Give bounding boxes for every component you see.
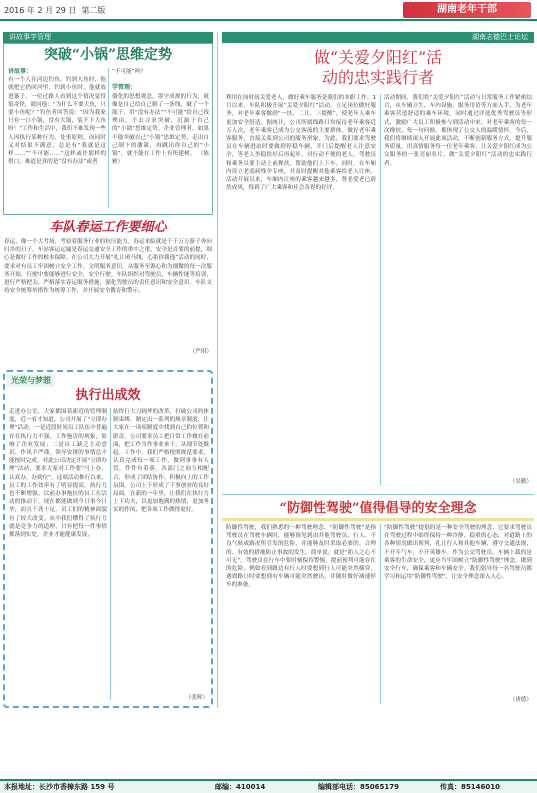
main-article-col-left: 利用在岗时间关爱老人，做好乘车服务是我们的本职工作。1月以来，车队积极开展“关爱夕阳红”活动，立足岗位做好服务，对老年乘客做到“一扶、二让、三提醒”，使老年人乘车更加安全舒适。据统计，公司所属线路日均接待老年乘客近万人次，老年乘客已成为公交客流的主要群体。做好老年乘客服务，直接关系到公司的服务形象。为此，我们要求驾驶员在车辆进站时要做到停稳车辆，开门后提醒老人注意安全，等老人坐稳扶好后再起步。对行动不便的老人，驾驶员和乘务员要主动上前搀扶，帮助他们上下车。同时，在车厢内设立老弱病残孕专座，并及时提醒其他乘客给老人让座。活动开展以来，车厢内让座的乘客越来越多，尊老爱老已蔚然成风，得到了广大乘客和社会各界的好评。 [226,95,376,192]
column-divider [108,68,109,208]
story-source: （陈雅） [112,151,209,166]
feature-divider [110,408,111,700]
story-text-3: 僵化的思想观念，墨守成规的行为，就像是自己给自己制了一条线，破了一个瓶子，用“没有办法”“不可能”给自己找理由，不去寻求突破，沉湎于自己的“小锅”思维定势。企业管理者，如果不能突破自己“小锅”思维定势，走出自己制下的藩篱，再跳出你自己的“小锅”，就不能在工作上有所建树。 [112,93,209,158]
safety-col-left: 防御性驾驶，我们熟悉的一种驾驶理念。“防御性驾驶”是指驾驶员在驾驶车辆时，能够预见到由其他驾驶员、行人、不良气候或路况所引发的危险，并能够及时采取必要的、合理的、有效的措施防止事故的发生。简单说，就是“防人之心不可无”。驾驶员在行车中要时刻保持警惕，提前预判可能存在的危险，例如看到路边有行人时要想到行人可能突然横穿，遇到路口时要想到有车辆可能突然驶出，并随时做好减速停车的准备。 [226,525,376,589]
footer-address: 本报地址：长沙市香樟东路 159 号 [4,783,115,791]
section-divider [222,494,534,495]
page-center-rule [217,32,218,708]
safety-article-title: “防御性驾驶”值得倡导的安全理念 [222,500,534,521]
footer-postcode: 邮编：410014 [215,783,266,791]
feature-title: 执行出成效 [75,388,141,403]
car-article-source: （严琪） [189,349,212,355]
story-col-right [112,68,209,210]
safety-col-right: “防御性驾驶”提倡的是一种安全驾驶的理念，它要求驾驶员在驾驶过程中始终保持一种冷静、稳重的心态，对道路上的各种情况做出预判，礼让行人和其他车辆，遵守交通法规，不开斗气车，不开英雄车。作为公交驾驶员，车辆上载的是乘客的生命安全，更应当牢固树立“防御性驾驶”理念，做到安全行车，确保乘客和车辆安全。我们倡导每一名驾驶员都学习和运用“防御性驾驶”，让安全理念深入人心。 [384,525,532,581]
story-text-1: 有一个人在河边钓鱼，钓到大鱼时，他就把它扔回河里，钓到小鱼时，他就放进篓子。一位过路人看到这个情况觉得很奇怪，就问他：“为什么不要大鱼，只要小鱼呢？”钓鱼者回答说：“因为我家只有一口小锅，没有大锅，装不下大鱼呀！”工作和生活中，我们不难发现一些人因执行某种行为、处事原则，而同时又对结果不满意。总是有“我就是这样……”“不可能……”这样或许那样的借口，难道是真的是“没有办法”或者 [8,77,106,166]
safety-divider [380,524,381,704]
main-article-title-1: 做“关爱夕阳红”活 [313,48,443,67]
masthead-logo: 湖南老年干部 [403,2,531,18]
footer-fax: 传真：85146010 [440,783,500,791]
story-title: 突破“小锅”思维定势 [43,47,173,63]
feature-col-right: 始终行大刀阔斧的改革，打破公司的体制束缚，制定出一系列的规章制度，让大家在一项项制度中找到自己的位置和职责。公司要求员工把日常工作做在前面，把工作当作事业来干，从细节处做起。工作中，我们严格按照规范要求，认真完成每一项工作，做到事事有人管，件件有着落，各部门之间互相配合，形成了团结协作、积极向上的工作氛围。公司上下形成了干事创业的良好局面。在新的一年里，让我们在执行力上下功夫，以更加饱满的热情、更加务实的作风，把各项工作做得更好。 [113,409,209,514]
car-article-title: 车队春运工作要细心 [49,220,167,235]
feature-col-left: 走进办公室，大家都围着新近的管理制度，近一看才知道，公司开展了“立即办理”活动。一是近段时间员工队伍中普遍存在执行力不强、工作拖沓的现象，影响了企业发展；二是员工缺乏主动意识、作风不严谨，领导安排的事情总不能按时完成。对此公司决定开展“立即办理”活动，要求大家对工作要“马上办、认真办、办到位”。这项活动推行以来，员工的工作效率有了明显提高，执行力也不断增强。以前办事拖拉的员工在活动的推动下，现在都能做到今日事今日毕，而且干劲十足。员工们的精神面貌有了较大改变。从中我们懂得了执行力就是竞争力的道理，只有把每一件事情都落到实处，企业才能健康发展， [9,409,107,539]
issue-date: 2016 年 2 月 29 日 第二版 [4,6,106,15]
safety-source: （唐德） [509,697,532,703]
story-col-left [8,68,106,208]
feature-source: （张辉） [185,695,208,701]
feature-tag: 光荣与梦想 [7,374,55,387]
page-footer [0,779,537,793]
column-banner: 讲故事学管理 [3,32,213,43]
story-text-2: “不可能”吗？ [112,69,146,75]
footer-phone: 编辑部电话：85065179 [318,783,399,791]
edition-label: 第二版 [81,6,106,15]
main-article-title-2: 动的忠实践行者 [321,68,434,87]
main-article-divider [380,94,381,486]
story-speaker-1: 讲故事： [8,68,33,75]
main-article-source: （吴勤） [509,479,532,485]
page-header [0,0,537,21]
car-article-body: 春运，像一个大考场，考验着服务行业的抗压能力。春运来临就是千千万万游子奔向归乡的日子，车站客运运输是春运交通安全工作的重中之重，安全是首要的前提，细心是做好工作的根本保障。在公司大力开展“礼让斑马线，心系你我他”活动的同时，要求对有员工牢固树立安全工作、文明服务意识，从服务至源心和为细微的每一次服务开始，行驶中要能够进行安全，安全行驶。车队组织对驾驶员，车辆性能等培训，进行严格把关，严格落实春运服务措施，强化驾驶员的责任意识和安全意识。车队支持安全统筹举措作为统筹工作，并开展安全教育和警示。 [4,239,212,295]
story-speaker-2: 学管理： [112,84,137,92]
main-article-col-right: 活动期间，我们将“关爱夕阳红”活动与日常服务工作紧密结合，从车辆卫生、车内设施、服务用语等方面入手，为老年乘客营造舒适的乘车环境。同时通过评选优秀驾驶员等形式，激励广大员工积极参与到活动中来。对老年乘客的每一次搀扶、每一句问候，都体现了公交人的温暖情怀。今后，我们将继续深入开展此项活动，不断创新服务方式，提升服务质量，用真情服务每一位老年乘客，让关爱夕阳红成为公交服务的一张亮丽名片，做“关爱夕阳红”活动的忠实践行者。 [384,95,532,167]
section-banner: 湖南志德巴士论坛 [222,32,534,43]
